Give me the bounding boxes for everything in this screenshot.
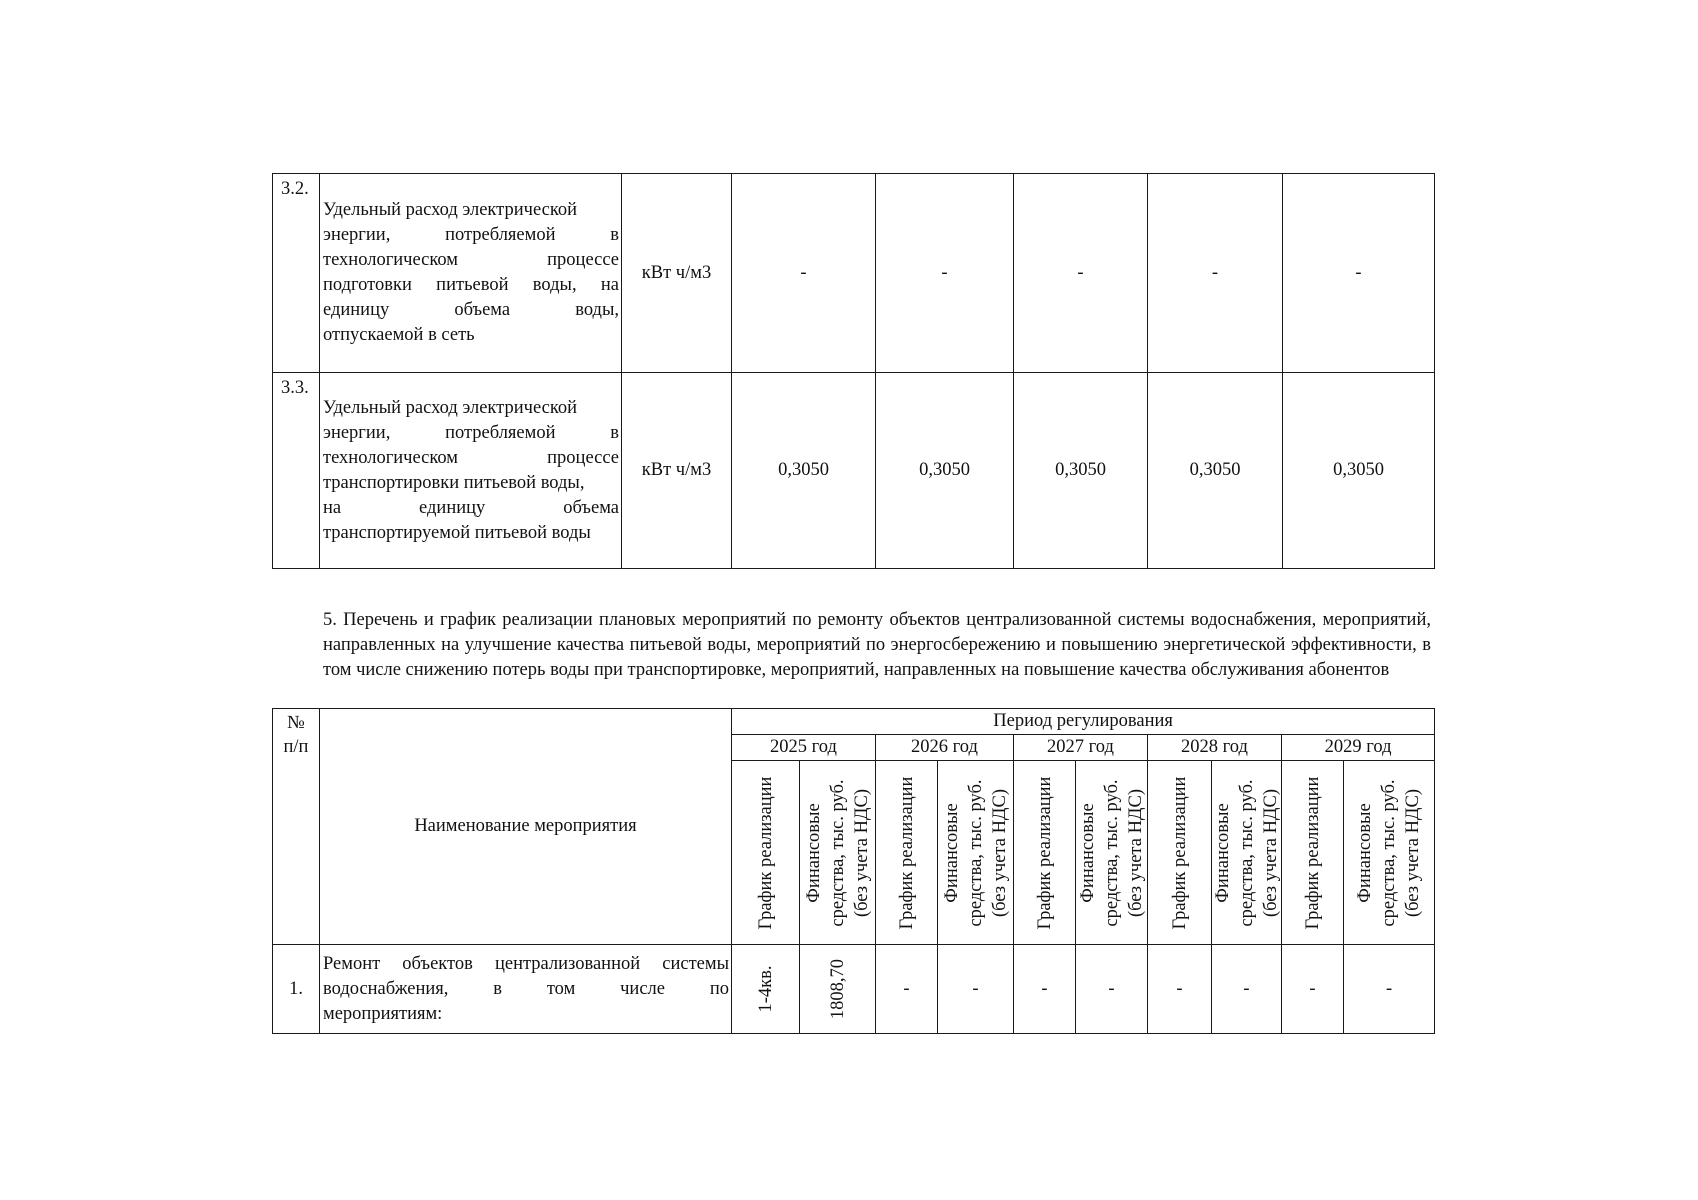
sub-header-finance: [1212, 761, 1282, 945]
section-heading-paragraph: 5. Перечень и график реализации плановых мероприятий по ремонту объектов централизованной системы водоснабжения, мероприятий, направленных на улучшение качества питьевой воды, мероприятий по энергосбережению и повышению энергетической эффективности, в том числе снижению потерь воды при транспортировке, мероприятий, направленных на повышение качества обслуживания абонентов: [323, 610, 1431, 680]
row-number: 3.3.: [273, 373, 320, 569]
value-cell: -: [876, 174, 1014, 373]
sub-header-schedule: [1148, 761, 1212, 945]
desc-line: Удельный расход электрической: [323, 200, 578, 220]
desc-line: технологическом процессе: [323, 447, 619, 468]
finance-cell: -: [1076, 945, 1148, 1034]
header-text: [940, 765, 1012, 941]
year-header: 2027 год: [1014, 735, 1148, 761]
indicator-description: [320, 373, 622, 569]
desc-line: энергии, потребляемой в: [323, 225, 619, 245]
schedule-cell: -: [876, 945, 938, 1034]
finance-cell: -: [1212, 945, 1282, 1034]
schedule-cell: -: [1014, 945, 1076, 1034]
name-line: Ремонт объектов централизованной системы: [323, 953, 729, 974]
value-cell: -: [1148, 174, 1283, 373]
measures-table: [272, 708, 1435, 1034]
header-text: [1212, 765, 1281, 941]
indicator-description: [320, 174, 622, 373]
value-cell: -: [1014, 174, 1148, 373]
header-text: [1076, 765, 1147, 941]
finance-cell: [800, 945, 876, 1034]
header-text: Финансовые: [803, 802, 824, 903]
sub-header-finance: [1344, 761, 1435, 945]
value-cell: 0,3050: [1283, 373, 1435, 569]
desc-line: отпускаемой в сеть: [323, 325, 475, 345]
desc-line: единицу объема воды,: [323, 300, 619, 320]
row-number: 3.2.: [273, 174, 320, 373]
desc-line: транспортируемой питьевой воды: [323, 522, 591, 543]
header-text: (без учета НДС): [1125, 788, 1146, 917]
year-header: 2025 год: [732, 735, 876, 761]
header-text: График реализации: [1034, 776, 1055, 929]
table-row: [273, 174, 1435, 373]
desc-line: транспортировки питьевой воды,: [323, 472, 585, 493]
unit-cell: кВт ч/м3: [622, 373, 732, 569]
desc-line: технологическом процессе: [323, 250, 619, 270]
value-cell: 0,3050: [876, 373, 1014, 569]
header-text: (без учета НДС): [851, 788, 872, 917]
sub-header-finance: [800, 761, 876, 945]
sub-header-finance: [938, 761, 1014, 945]
table-row: [273, 945, 1435, 1034]
value-cell: 0,3050: [732, 373, 876, 569]
year-header: 2026 год: [876, 735, 1014, 761]
header-text: (без учета НДС): [1403, 788, 1424, 917]
sub-header-schedule: [1282, 761, 1344, 945]
desc-line: Удельный расход электрической: [323, 397, 578, 418]
header-text: График реализации: [1169, 776, 1190, 929]
measure-name: [320, 945, 732, 1034]
header-text: (без учета НДС): [1260, 788, 1281, 917]
period-header: Период регулирования: [732, 709, 1435, 735]
table-row: [273, 373, 1435, 569]
schedule-cell: -: [1148, 945, 1212, 1034]
name-line: мероприятиям:: [323, 1003, 443, 1024]
value-cell: -: [1283, 174, 1435, 373]
name-line: водоснабжения, в том числе по: [323, 978, 729, 999]
sub-header-finance: [1076, 761, 1148, 945]
value-cell: 0,3050: [1014, 373, 1148, 569]
value-cell: 0,3050: [1148, 373, 1283, 569]
header-text: График реализации: [755, 776, 776, 929]
col-header-number: [273, 709, 320, 945]
schedule-cell: -: [1282, 945, 1344, 1034]
header-text: средства, тыс. руб.: [1236, 778, 1257, 927]
row-number: 1.: [273, 945, 320, 1034]
desc-line: подготовки питьевой воды, на: [323, 275, 619, 295]
col-header-name: Наименование мероприятия: [320, 709, 732, 945]
cell-text: 1-4кв.: [755, 965, 776, 1013]
header-text: Финансовые: [1077, 802, 1098, 903]
header-text: п/п: [283, 737, 309, 757]
header-text: [802, 765, 874, 941]
sub-header-schedule: [876, 761, 938, 945]
year-header: 2028 год: [1148, 735, 1282, 761]
cell-text: 1808,70: [827, 958, 848, 1020]
finance-cell: -: [938, 945, 1014, 1034]
desc-line: на единицу объема: [323, 497, 619, 518]
finance-cell: -: [1344, 945, 1435, 1034]
schedule-cell: [732, 945, 800, 1034]
header-text: График реализации: [896, 776, 917, 929]
header-text: средства, тыс. руб.: [1379, 778, 1400, 927]
unit-cell: кВт ч/м3: [622, 174, 732, 373]
header-text: Финансовые: [1212, 802, 1233, 903]
header-row: [273, 709, 1435, 735]
header-text: Финансовые: [1355, 802, 1376, 903]
header-text: средства, тыс. руб.: [965, 778, 986, 927]
header-text: средства, тыс. руб.: [827, 778, 848, 927]
value-cell: -: [732, 174, 876, 373]
header-text: График реализации: [1302, 776, 1323, 929]
header-text: [1353, 765, 1425, 941]
sub-header-schedule: [1014, 761, 1076, 945]
indicators-table: [272, 173, 1435, 569]
desc-line: энергии, потребляемой в: [323, 422, 619, 443]
header-text: №: [287, 713, 305, 733]
year-header: 2029 год: [1282, 735, 1435, 761]
header-text: Финансовые: [941, 802, 962, 903]
sub-header-schedule: [732, 761, 800, 945]
header-text: средства, тыс. руб.: [1101, 778, 1122, 927]
header-text: (без учета НДС): [989, 788, 1010, 917]
